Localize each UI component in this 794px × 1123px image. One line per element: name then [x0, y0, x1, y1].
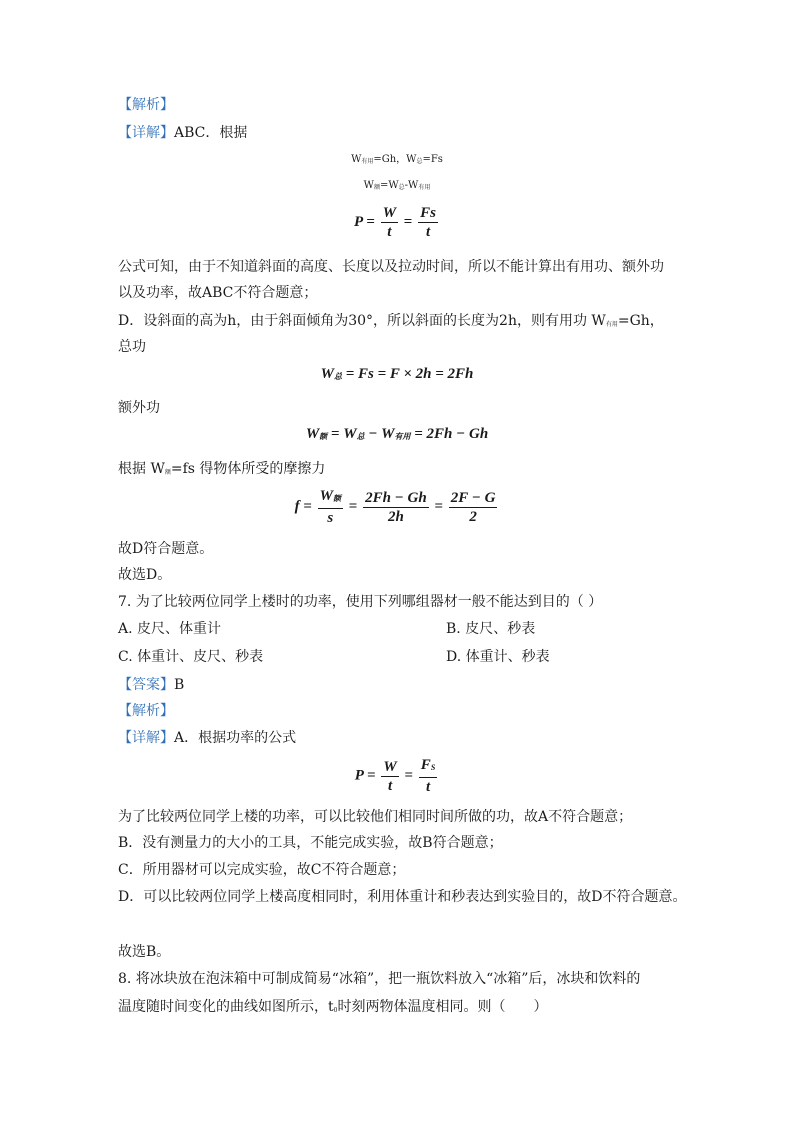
- paragraph-3: D．设斜面的高为h，由于斜面倾角为30°，所以斜面的长度为2h，则有用功 W有用=Gh，: [118, 313, 664, 329]
- option-d: D. 体重计、秒表: [446, 649, 550, 665]
- paragraph-7: 故D符合题意。: [118, 541, 214, 557]
- paragraph-5: 额外功: [118, 400, 160, 416]
- q7-select: 故选B。: [118, 944, 171, 960]
- q7-explain-a: 为了比较两位同学上楼的功率，可以比较他们相同时间所做的功，故A不符合题意；: [118, 809, 633, 825]
- paragraph-8: 故选D。: [118, 567, 172, 583]
- answer-tag: 【答案】: [118, 677, 174, 693]
- detail-text-2: A．根据功率的公式: [174, 730, 297, 746]
- paragraph-1: 公式可知，由于不知道斜面的高度、长度以及拉动时间，所以不能计算出有用功、额外功: [118, 259, 664, 275]
- paragraph-6: 根据 W额=fs 得物体所受的摩擦力: [118, 461, 326, 477]
- detail-tag: 【详解】: [118, 125, 174, 141]
- formula-work-useful-total: W有用=Gh，W总=Fs: [351, 154, 443, 165]
- option-c: C. 体重计、皮尺、秒表: [118, 649, 264, 665]
- detail-tag-2: 【详解】: [118, 730, 174, 746]
- q7-explain-b: B．没有测量力的大小的工具，不能完成实验，故B符合题意；: [118, 835, 503, 851]
- formula-extra-work: W额 = W总 − W有用 = 2Fh − Gh: [305, 426, 489, 442]
- answer-line: [118, 676, 184, 694]
- question-8-line-1: 8. 将冰块放在泡沫箱中可制成简易“冰箱”，把一瓶饮料放入“冰箱”后，冰块和饮料的: [118, 971, 641, 987]
- paragraph-4: 总功: [118, 339, 146, 355]
- option-a: A. 皮尺、体重计: [118, 621, 222, 637]
- formula-work-extra: W额=W总-W有用: [363, 180, 431, 191]
- formula-power-2: P = $\frac{W}{t}$ = $\frac{FS}{t}$: [354, 757, 436, 795]
- analysis-heading-2: 【解析】: [118, 703, 174, 719]
- q7-explain-d: D．可以比较两位同学上楼高度相同时，利用体重计和秒表达到实验目的，故D不符合题意。: [118, 889, 687, 905]
- formula-total-work: W总 = Fs = F × 2h = 2Fh: [320, 366, 474, 382]
- q7-explain-c: C．所用器材可以完成实验，故C不符合题意；: [118, 862, 406, 878]
- formula-power-1: P = $\frac{W}{t}$ = $\frac{Fs}{t}$: [354, 205, 436, 240]
- option-b: B. 皮尺、秒表: [446, 621, 536, 637]
- detail-text: ABC．根据: [174, 125, 248, 141]
- detail-line-1: [118, 124, 247, 142]
- analysis-heading: 【解析】: [118, 97, 174, 113]
- answer-value: B: [174, 677, 185, 693]
- question-7: 7. 为了比较两位同学上楼时的功率，使用下列哪组器材一般不能达到目的（ ）: [118, 594, 603, 610]
- paragraph-2: 以及功率，故ABC不符合题意；: [118, 285, 318, 301]
- question-8-line-2: 温度随时间变化的曲线如图所示，t0时刻两物体温度相同。则（ ）: [118, 999, 548, 1015]
- detail-line-2: [118, 729, 296, 747]
- formula-friction: f = $\frac{\text{W额}}{s}$ = $\frac{2Fh - Gh}{2h}$ = $\frac{2F - G}{2}$: [294, 488, 496, 526]
